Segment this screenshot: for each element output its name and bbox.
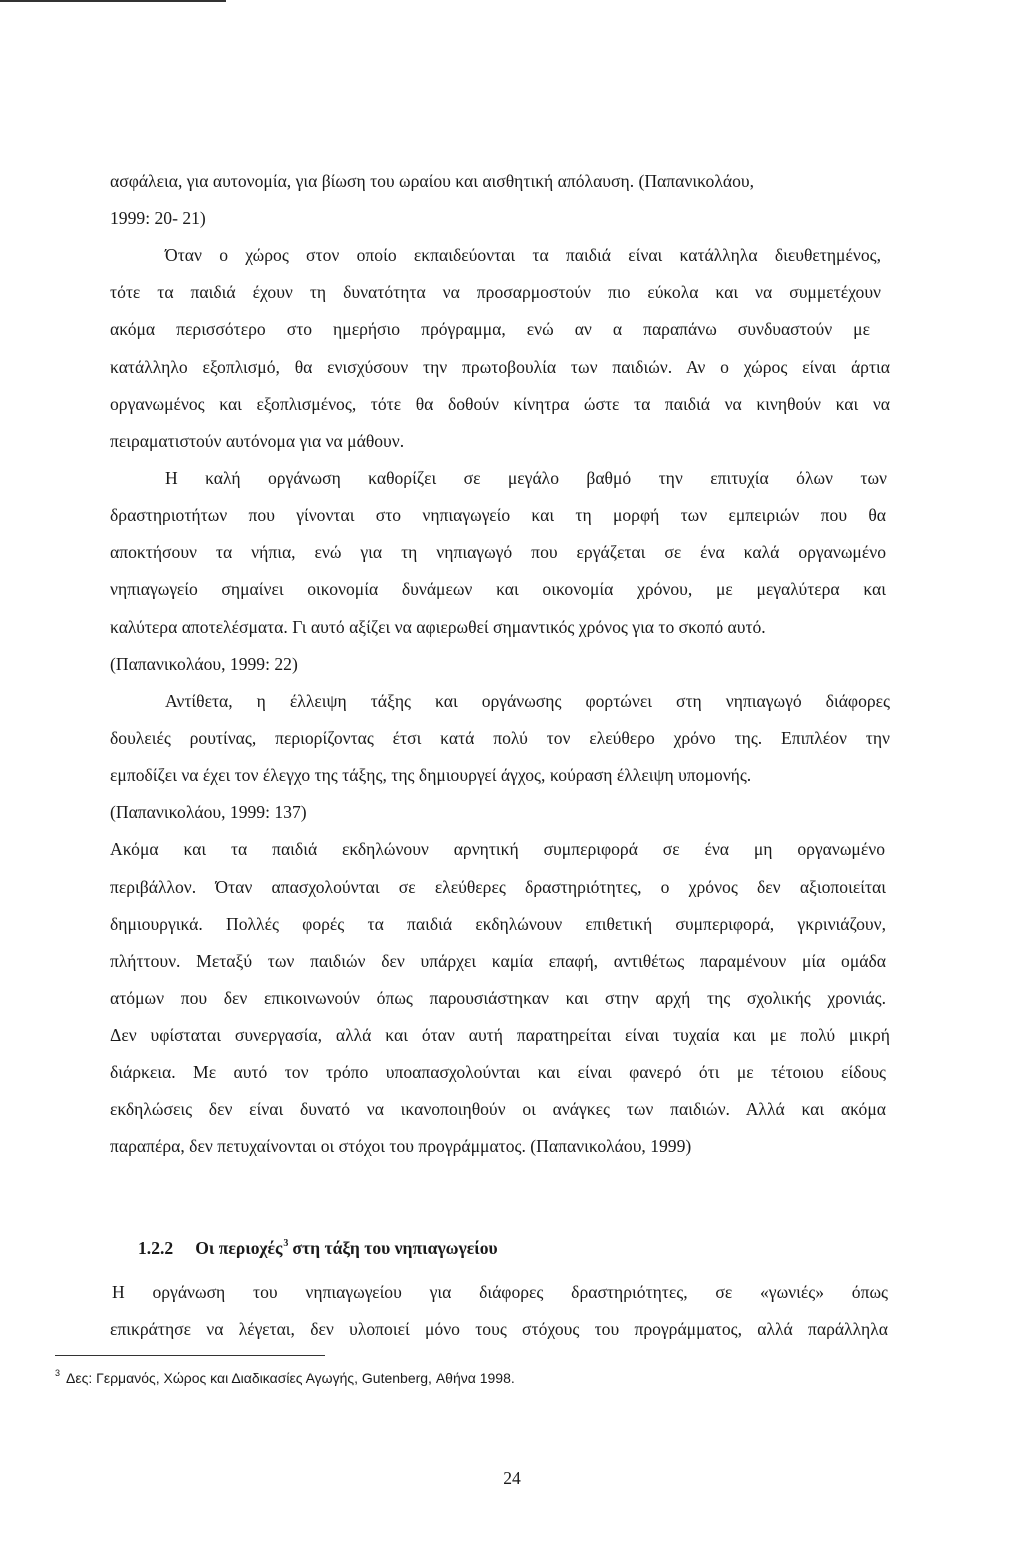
text-line: επικράτησε να λέγεται, δεν υλοποιεί μόνο τους στόχους του προγράμματος, αλλά παράλληλα (110, 1319, 888, 1339)
text-line: διάρκεια. Με αυτό τον τρόπο υποαπασχολούνται και είναι φανερό ότι με τέτοιου είδους (110, 1062, 886, 1082)
footnote-text: Δες: Γερμανός, Χώρος και Διαδικασίες Αγωγής, Gutenberg, Αθήνα 1998. (66, 1370, 515, 1386)
text-line: Όταν ο χώρος στον οποίο εκπαιδεύονται τα παιδιά είναι κατάλληλα διευθετημένος, (165, 245, 881, 265)
text-line: ατόμων που δεν επικοινωνούν όπως παρουσιάστηκαν και στην αρχή της σχολικής χρονιάς. (110, 988, 886, 1008)
section-title-continued: στη τάξη του νηπιαγωγείου (292, 1238, 498, 1258)
text-line: Αντίθετα, η έλλειψη τάξης και οργάνωσης φορτώνει στη νηπιαγωγό διάφορες (165, 691, 890, 711)
text-line: αποκτήσουν τα νήπια, ενώ για τη νηπιαγωγό που εργάζεται σε ένα καλά οργανωμένο (110, 542, 886, 562)
section-number: 1.2.2 (138, 1238, 174, 1258)
top-rule (0, 0, 226, 2)
text-line: νηπιαγωγείο σημαίνει οικονομία δυνάμεων και οικονομία χρόνου, με μεγαλύτερα και (110, 579, 886, 599)
footnote-reference[interactable]: 3 (283, 1238, 289, 1249)
text-line: εκδηλώσεις δεν είναι δυνατό να ικανοποιηθούν οι ανάγκες των παιδιών. Αλλά και ακόμα (110, 1099, 886, 1119)
text-line: δραστηριοτήτων που γίνονται στο νηπιαγωγείο και τη μορφή των εμπειριών που θα (110, 505, 886, 525)
footnote-mark: 3 (55, 1368, 61, 1378)
text-line: δουλειές ρουτίνας, περιορίζοντας έτσι κατά πολύ τον ελεύθερο χρόνο της. Επιπλέον την (110, 728, 890, 748)
footnote-separator (55, 1355, 325, 1356)
text-line: πειραματιστούν αυτόνομα για να μάθουν. (110, 431, 405, 451)
text-line: (Παπανικολάου, 1999: 22) (110, 654, 298, 674)
text-line: ακόμα περισσότερο στο ημερήσιο πρόγραμμα, ενώ αν α παραπάνω συνδυαστούν με (110, 319, 870, 339)
text-line: τότε τα παιδιά έχουν τη δυνατότητα να προσαρμοστούν πιο εύκολα και να συμμετέχουν (110, 282, 881, 302)
text-line: (Παπανικολάου, 1999: 137) (110, 802, 307, 822)
footnote (55, 1368, 515, 1386)
text-line: εμποδίζει να έχει τον έλεγχο της τάξης, της δημιουργεί άγχος, κούραση έλλειψη υπομονής. (110, 765, 752, 785)
text-line: κατάλληλο εξοπλισμό, θα ενισχύσουν την πρωτοβουλία των παιδιών. Αν ο χώρος είναι άρτια (110, 357, 890, 377)
text-line: δημιουργικά. Πολλές φορές τα παιδιά εκδηλώνουν επιθετική συμπεριφορά, γκρινιάζουν, (110, 914, 886, 934)
text-line: καλύτερα αποτελέσματα. Γι αυτό αξίζει να αφιερωθεί σημαντικός χρόνος για το σκοπό αυτό. (110, 617, 766, 637)
section-heading (138, 1238, 498, 1259)
text-line: παραπέρα, δεν πετυχαίνονται οι στόχοι του προγράμματος. (Παπανικολάου, 1999) (110, 1136, 692, 1156)
text-line: ασφάλεια, για αυτονομία, για βίωση του ωραίου και αισθητική απόλαυση. (Παπανικολάου, (110, 171, 754, 191)
text-line: πλήττουν. Μεταξύ των παιδιών δεν υπάρχει καμία επαφή, αντιθέτως παραμένουν μία ομάδα (110, 951, 886, 971)
text-line: Ακόμα και τα παιδιά εκδηλώνουν αρνητική συμπεριφορά σε ένα μη οργανωμένο (110, 839, 885, 859)
text-line: οργανωμένος και εξοπλισμένος, τότε θα δοθούν κίνητρα ώστε τα παιδιά να κινηθούν και να (110, 394, 890, 414)
text-line: Η οργάνωση του νηπιαγωγείου για διάφορες δραστηριότητες, σε «γωνιές» όπως (112, 1282, 888, 1302)
section-title: Οι περιοχές (195, 1238, 283, 1258)
text-line: 1999: 20- 21) (110, 208, 206, 228)
text-line: Δεν υφίσταται συνεργασία, αλλά και όταν αυτή παρατηρείται είναι τυχαία και με πολύ μικρή (110, 1025, 890, 1045)
text-line: Η καλή οργάνωση καθορίζει σε μεγάλο βαθμό την επιτυχία όλων των (165, 468, 887, 488)
text-line: περιβάλλον. Όταν απασχολούνται σε ελεύθερες δραστηριότητες, ο χρόνος δεν αξιοποιείται (110, 877, 886, 897)
page-number: 24 (503, 1468, 521, 1488)
